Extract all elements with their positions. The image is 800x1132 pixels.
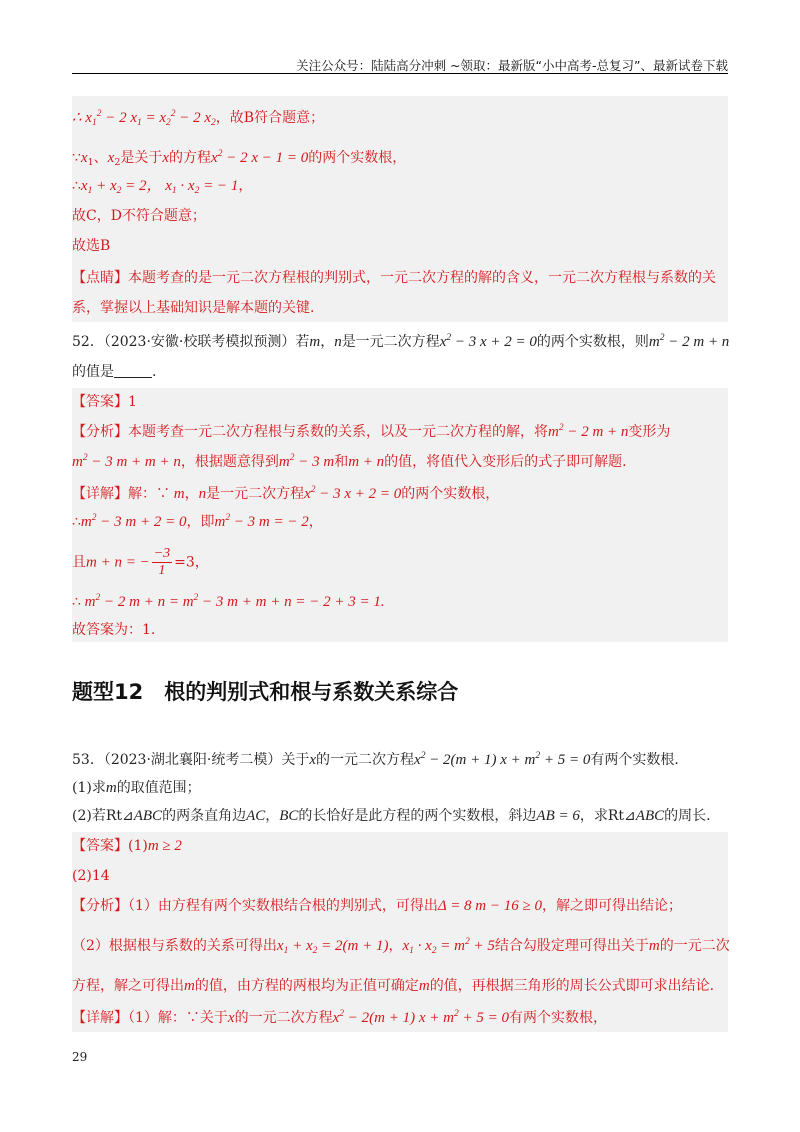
comment-line-1: 【点睛】本题考查的是一元二次方程根的判别式，一元二次方程的解的含义，一元二次方程根与系数的关 — [72, 270, 716, 286]
solution-block-53 — [72, 832, 728, 1032]
solution-block-52 — [72, 388, 728, 642]
detail-52-line-1: 【详解】解：∵ m，n是一元二次方程$x^2 - 3$ x + 2 = 0的两个实数根， — [72, 485, 500, 502]
comment-line-2: 系，掌握以上基础知识是解本题的关键. — [72, 300, 315, 316]
analysis-53-line-2: （2）根据根与系数的关系可得出$x_1 + x_2 = 2(m + 1)$，$x_1 \cdot x_2 = m^2 + 5$结合勾股定理可得出关于m的一元二次 — [72, 937, 730, 956]
analysis-52-line-2: $m^2 - 3$ m + m + n，根据题意得到$m^2 - 3$ m和m + n的值，将值代入变形后的式子即可解题. — [72, 453, 627, 470]
page-number: 29 — [72, 1050, 88, 1064]
answer-52: 【答案】1 — [72, 394, 137, 410]
line-b-fits: ∴ $x_1^2 - 2$ $x_1 = x_2^2 - 2$ $x_2$，故B符合题意； — [72, 109, 325, 128]
q52-line-1: 52．（2023·安徽·校联考模拟预测）若m，n是一元二次方程$x^2 - 3$ x + 2 = 0的两个实数根，则$m^2 - 2$ m + n — [72, 333, 730, 350]
answer-blank — [114, 363, 152, 378]
answer-53-2: (2)14 — [72, 868, 110, 884]
final-answer-52: 故答案为：1. — [72, 622, 156, 638]
section-title: 题型12 根的判别式和根与系数关系综合 — [72, 680, 459, 704]
answer-53-1: 【答案】(1)m ≥ 2 — [72, 838, 182, 854]
q53-part-2: (2)若Rt⊿ABC的两条直角边AC，BC的长恰好是此方程的两个实数根，斜边AB = 6，求Rt⊿ABC的周长. — [72, 808, 711, 824]
detail-52-line-4: ∴ $m^2 - 2$ $m + n = m^2 - 3$ m + m + n = − 2 + 3 = 1. — [72, 593, 385, 610]
line-roots-def: $\because x_1$、$x_2$是关于x的方程$x^2 - 2$ x − 1 = 0的两个实数根， — [72, 149, 407, 168]
detail-52-line-2: $\therefore m^2 - 3$ m + 2 = 0，即$m^2 - 3$ m = − 2， — [72, 513, 323, 530]
analysis-53-line-3: 方程，解之可得出m的值，由方程的两根均为正值可确定m的值，再根据三角形的周长公式即可求出结论. — [72, 978, 715, 994]
analysis-52-line-1: 【分析】本题考查一元二次方程根与系数的关系，以及一元二次方程的解，将$m^2 - 2$ m + n变形为 — [72, 423, 671, 440]
header-rule — [72, 73, 728, 74]
line-cd: 故C，D不符合题意； — [72, 208, 206, 224]
q53-part-1: (1)求m的取值范围； — [72, 780, 201, 796]
q53-line-1: 53．（2023·湖北襄阳·统考二模）关于x的一元二次方程$x^2 - 2(m + 1) x + m^2 + 5 = 0$有两个实数根. — [72, 751, 679, 768]
page-header: 关注公众号：陆陆高分冲刺 ~领取：最新版“小中高考-总复习”、最新试卷下载 — [296, 58, 728, 73]
detail-52-line-3: 且m + n = − $\frac{-3}{1}$ =3， — [72, 546, 209, 578]
q52-line-2: 的值是 . — [72, 364, 157, 380]
analysis-53-line-1: 【分析】（1）由方程有两个实数根结合根的判别式，可得出Δ = 8 m − 16 ≥ 0，解之即可得出结论； — [72, 898, 682, 914]
line-choose: 故选B — [72, 238, 111, 254]
line-vieta: $\therefore x_1 + x_2 = 2$， $x_1 \cdot x_2$ = − 1， — [72, 178, 253, 196]
detail-53-line-1: 【详解】（1）解：∵关于x的一元二次方程$x^2 - 2(m + 1) x + m^2 + 5 = 0$有两个实数根， — [72, 1009, 607, 1026]
solution-block-51 — [72, 96, 728, 322]
